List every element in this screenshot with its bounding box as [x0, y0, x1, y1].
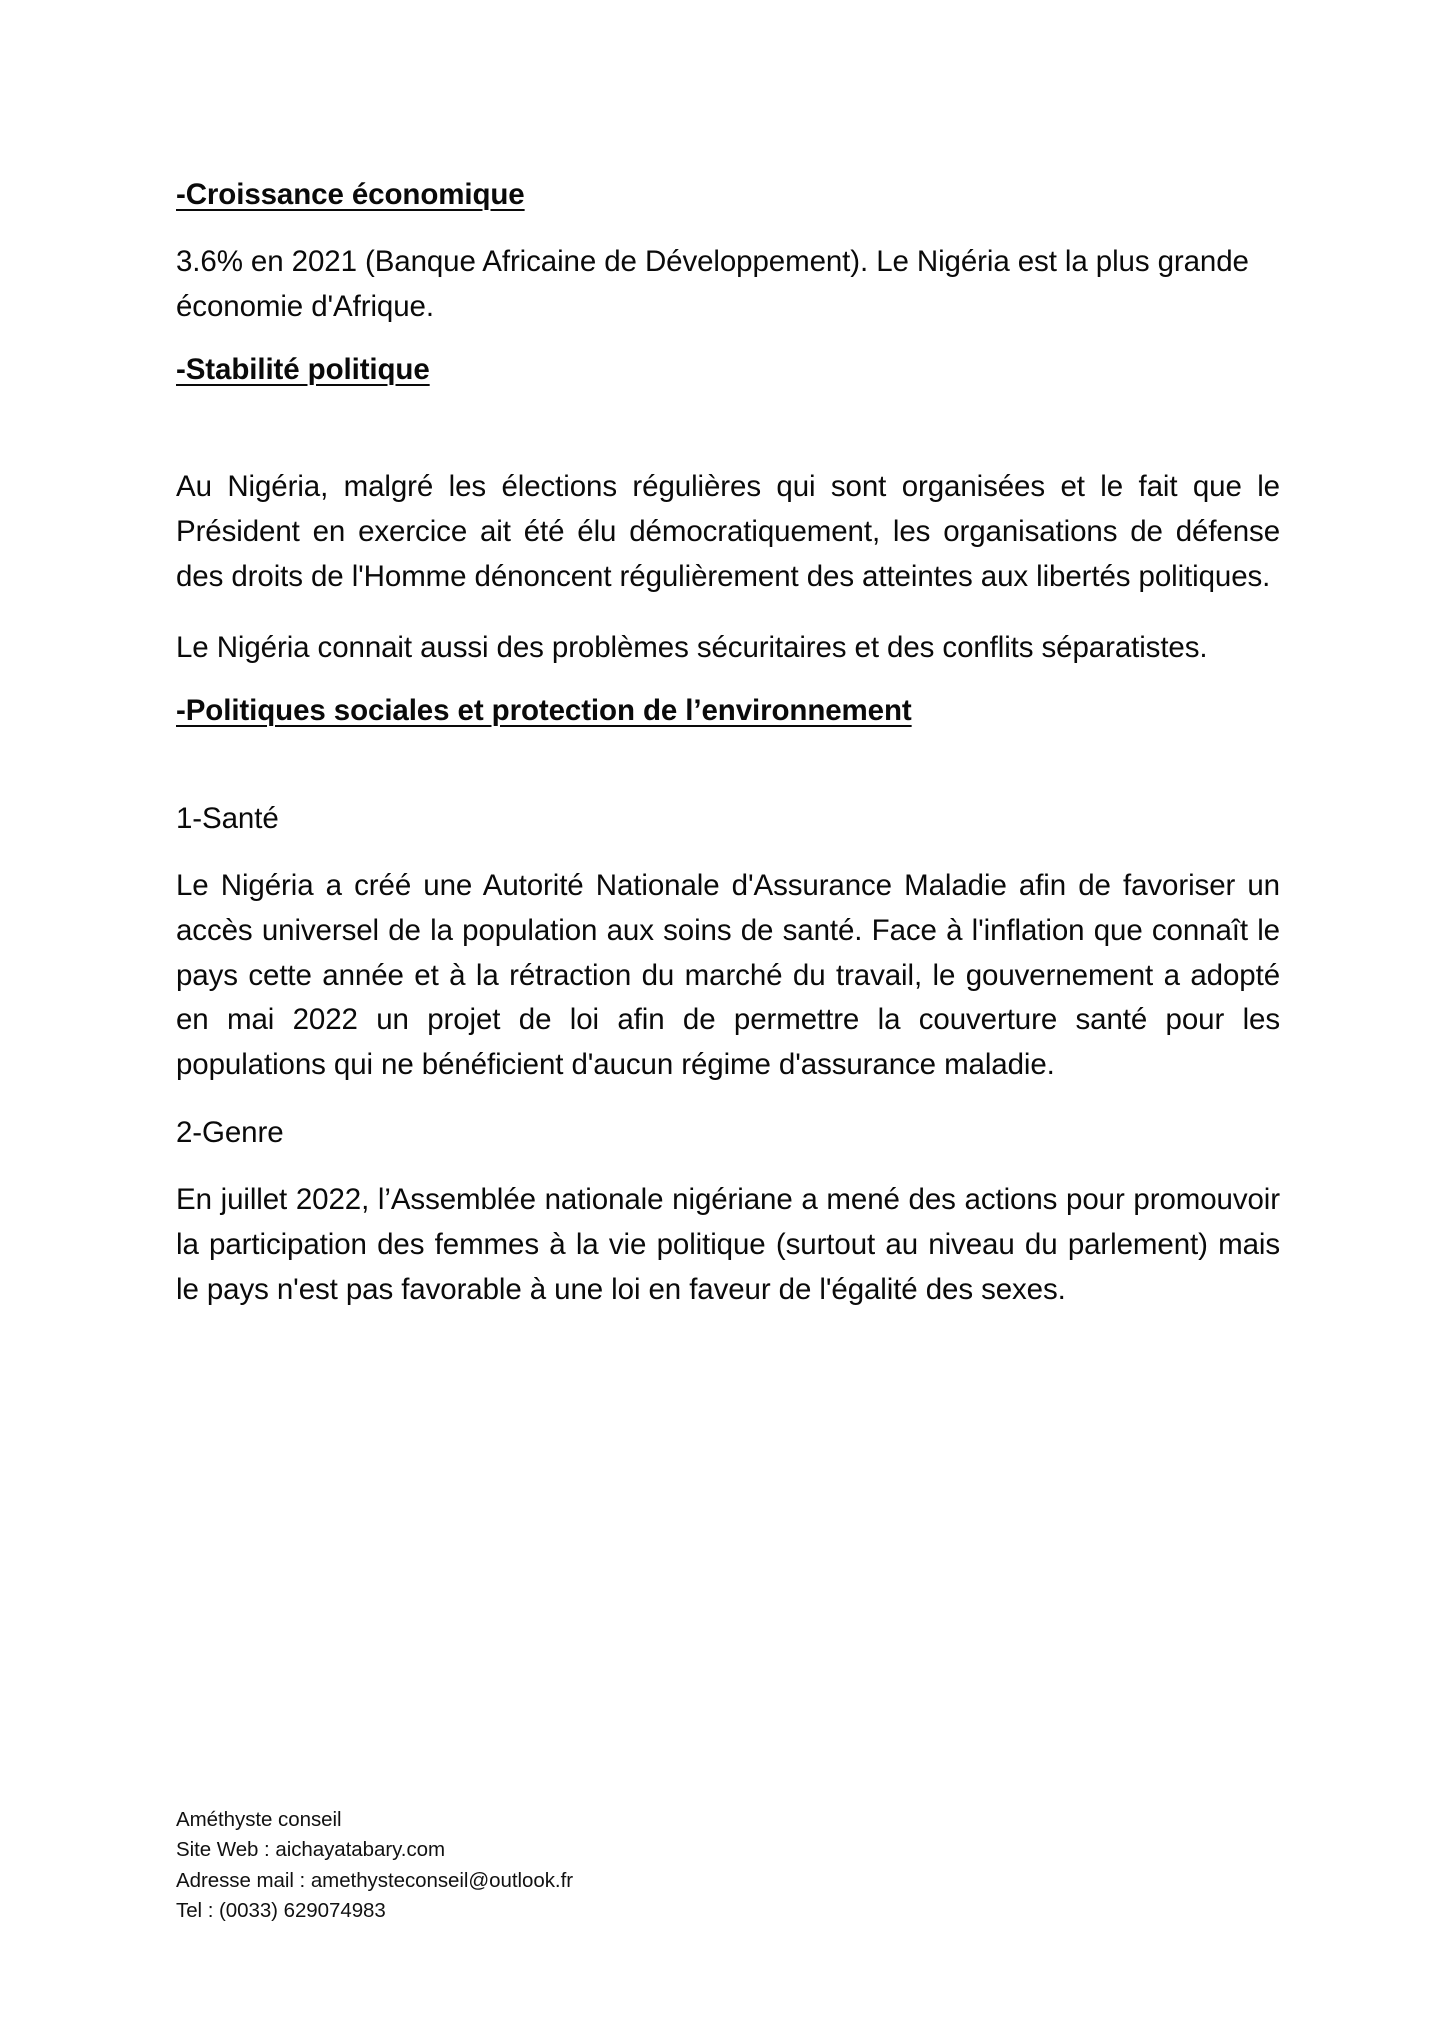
spacer: [176, 214, 1280, 240]
footer-contact-block: [176, 1805, 876, 1926]
subheading-sante: 1-Santé: [176, 802, 279, 836]
subheading-genre: 2-Genre: [176, 1116, 284, 1150]
footer-phone: Tel : (0033) 629074983: [176, 1898, 386, 1922]
paragraph-sante: Le Nigéria a créé une Autorité Nationale d'Assurance Maladie afin de favoriser un accès universel de la population aux soins de santé. Face à l'inflation que connaît le pays cette année et à la rétraction du marché du travail, le gouvernement a adopté en mai 2022 un projet de loi afin de permettre la couverture santé pour les populations qui ne bénéficient d'aucun régime d'assurance maladie.: [176, 868, 1280, 1082]
spacer: [176, 389, 1280, 465]
heading-politiques-sociales: -Politiques sociales et protection de l’environnement: [176, 694, 912, 728]
heading-stabilite-politique: -Stabilité politique: [176, 353, 430, 387]
spacer: [176, 600, 1280, 626]
paragraph-croissance-economique: 3.6% en 2021 (Banque Africaine de Développement). Le Nigéria est la plus grande économie d'Afrique.: [176, 244, 1249, 323]
spacer: [176, 838, 1280, 864]
document-body: [176, 176, 1280, 1312]
spacer: [176, 1088, 1280, 1114]
spacer: [176, 670, 1280, 692]
paragraph-stabilite-politique-1: Au Nigéria, malgré les élections régulières qui sont organisées et le fait que le Président en exercice ait été élu démocratiquement, les organisations de défense des droits de l'Homme dénoncent régulièrement des atteintes aux libertés politiques.: [176, 470, 1280, 593]
footer-email: Adresse mail : amethysteconseil@outlook.fr: [176, 1868, 573, 1892]
spacer: [176, 730, 1280, 800]
paragraph-stabilite-politique-2: Le Nigéria connait aussi des problèmes sécuritaires et des conflits séparatistes.: [176, 630, 1208, 664]
spacer: [176, 1152, 1280, 1178]
paragraph-genre: En juillet 2022, l’Assemblée nationale nigériane a mené des actions pour promouvoir la participation des femmes à la vie politique (surtout au niveau du parlement) mais le pays n'est pas favorable à une loi en faveur de l'égalité des sexes.: [176, 1182, 1280, 1306]
footer-website: Site Web : aichayatabary.com: [176, 1838, 446, 1862]
spacer: [176, 329, 1280, 351]
heading-croissance-economique: -Croissance économique: [176, 178, 525, 211]
footer-company-name: Améthyste conseil: [176, 1808, 342, 1831]
